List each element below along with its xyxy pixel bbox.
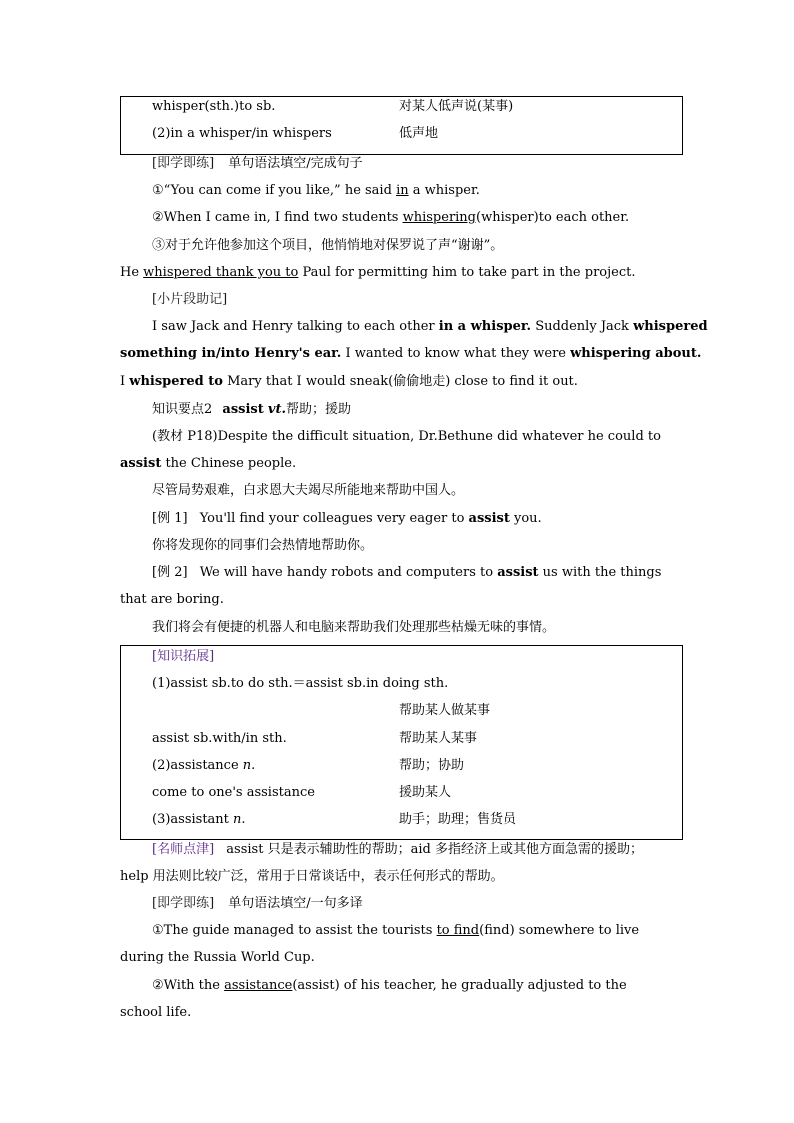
expansion-text: (2)assistance — [152, 758, 243, 773]
expansion-item — [152, 756, 255, 776]
expansion-meaning: 帮助某人做某事 — [399, 703, 491, 718]
answer: whispering — [402, 210, 477, 225]
exercise-2 — [152, 976, 676, 996]
expression-en: whisper(sth.)to sb. — [152, 99, 276, 114]
practice-title: 单句语法填空/完成句子 — [228, 156, 363, 171]
example-tag: [例 1] — [152, 511, 188, 526]
expression-en: (2)in a whisper/in whispers — [152, 126, 332, 141]
point-meaning: 帮助；援助 — [285, 402, 351, 417]
teacher-text: assist 只是表示辅助性的帮助；aid 多指经济上或其他方面急需的援助； — [226, 842, 643, 857]
expansion-item: assist sb.with/in sth. — [152, 731, 287, 746]
exercise-text: ②With the — [152, 978, 225, 993]
expansion-meaning: 助手；助理；售货员 — [399, 812, 517, 827]
memory-line-3 — [120, 372, 676, 392]
memory-bold: whispered to — [129, 374, 223, 389]
teacher-tag: [名师点津] — [152, 842, 215, 857]
example-text: You'll find your colleagues very eager to — [199, 511, 469, 526]
example-text: We will have handy robots and computers to — [199, 565, 498, 580]
exercise-text: (whisper)to each other. — [476, 210, 630, 225]
practice-title: 单句语法填空/一句多译 — [228, 896, 363, 911]
textbook-text: the Chinese people. — [161, 456, 297, 471]
exercise-text: Paul for permitting him to take part in the project. — [298, 265, 636, 280]
exercise-text: a whisper. — [408, 183, 480, 198]
memory-bold: something in/into Henry's ear. — [120, 346, 342, 361]
memory-text: I wanted to know what they were — [341, 346, 571, 361]
practice-tag: [即学即练] — [152, 156, 215, 171]
practice-heading — [152, 154, 676, 174]
exercise-3-cn: ③对于允许他参加这个项目，他悄悄地对保罗说了声“谢谢”。 — [152, 238, 504, 253]
memory-text: I saw Jack and Henry talking to each other — [152, 319, 439, 334]
example-1-translation: 你将发现你的同事们会热情地帮助你。 — [152, 538, 374, 553]
expansion-meaning: 帮助某人某事 — [399, 731, 478, 746]
exercise-text: (find) somewhere to live — [479, 923, 640, 938]
exercise-1-line-2: during the Russia World Cup. — [120, 950, 315, 965]
expansion-text: (3)assistant — [152, 812, 234, 827]
point-label: 知识要点2 — [152, 402, 213, 417]
keyword: assist — [468, 511, 510, 526]
expansion-meaning: 帮助；协助 — [399, 758, 465, 773]
teacher-tip-line-2: help 用法则比较广泛，常用于日常谈话中，表示任何形式的帮助。 — [120, 869, 504, 884]
expansion-item — [152, 810, 246, 830]
answer: in — [396, 183, 409, 198]
textbook-line-1: (教材 P18)Despite the difficult situation, Dr.Bethune did whatever he could to — [152, 429, 661, 444]
exercise-text: ①The guide managed to assist the tourists — [152, 923, 437, 938]
example-2-translation: 我们将会有便捷的机器人和电脑来帮助我们处理那些枯燥无味的事情。 — [152, 620, 556, 635]
memory-text: Suddenly Jack — [531, 319, 634, 334]
memory-line-1 — [152, 317, 708, 337]
expression-cn: 对某人低声说(某事) — [399, 99, 514, 114]
memory-bold: whispered — [633, 319, 708, 334]
memory-text: Mary that I would sneak(偷偷地走) close to find it out. — [222, 374, 578, 389]
answer: to find — [436, 923, 480, 938]
example-text: us with the things — [538, 565, 662, 580]
exercise-text: ②When I came in, I find two students — [152, 210, 403, 225]
exercise-text: (assist) of his teacher, he gradually adjusted to the — [292, 978, 627, 993]
keyword: assist — [497, 565, 539, 580]
expression-cn: 低声地 — [399, 126, 439, 141]
textbook-line-2 — [120, 454, 676, 474]
exercise-1 — [152, 921, 676, 941]
memory-bold: in a whisper. — [438, 319, 532, 334]
exercise-1 — [152, 181, 676, 201]
answer: assistance — [224, 978, 293, 993]
exercise-3 — [120, 263, 676, 283]
example-2 — [152, 563, 676, 583]
memory-line-2 — [120, 344, 702, 364]
expansion-pos: n. — [233, 812, 246, 827]
point-word: assist — [222, 402, 264, 417]
expansion-item: come to one's assistance — [152, 785, 315, 800]
exercise-text: ①“You can come if you like,” he said — [152, 183, 397, 198]
expansion-meaning: 援助某人 — [399, 785, 452, 800]
point-heading — [152, 400, 676, 420]
exercise-text: He — [120, 265, 144, 280]
expansion-item: (1)assist sb.to do sth.＝assist sb.in doing sth. — [152, 676, 449, 691]
memory-tag: [小片段助记] — [152, 292, 228, 307]
point-pos: vt. — [267, 402, 286, 417]
example-text: you. — [509, 511, 542, 526]
exercise-2-line-2: school life. — [120, 1005, 192, 1020]
example-tag: [例 2] — [152, 565, 188, 580]
memory-bold: whispering about. — [570, 346, 702, 361]
textbook-translation: 尽管局势艰难，白求恩大夫竭尽所能地来帮助中国人。 — [152, 483, 465, 498]
memory-text: I — [120, 374, 130, 389]
example-1 — [152, 509, 676, 529]
practice-tag: [即学即练] — [152, 896, 215, 911]
expansion-tag: [知识拓展] — [152, 649, 215, 664]
answer: whispered thank you to — [143, 265, 299, 280]
keyword: assist — [120, 456, 162, 471]
teacher-tip-line-1 — [152, 840, 676, 860]
example-2-line-2: that are boring. — [120, 592, 224, 607]
exercise-2 — [152, 208, 676, 228]
expansion-pos: n. — [242, 758, 256, 773]
practice-heading — [152, 894, 676, 914]
